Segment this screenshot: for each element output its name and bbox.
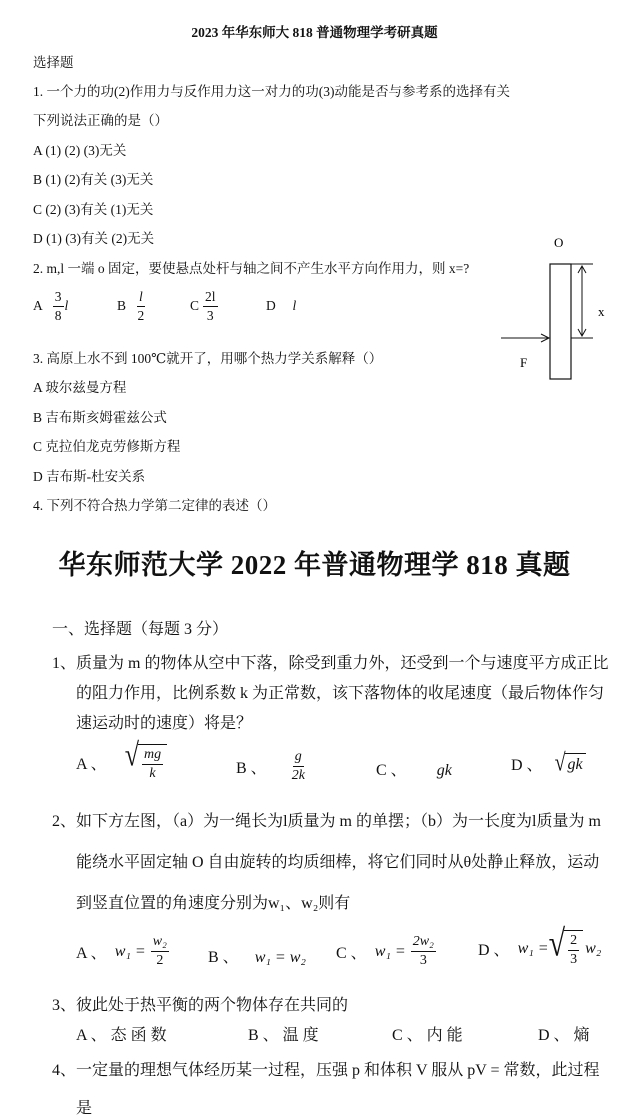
numerator: 2 xyxy=(568,934,579,951)
q2-2022-line3: 到竖直位置的角速度分别为w₁、w₂则有 xyxy=(76,895,351,912)
q1-2023-option-d: D (1) (3)有关 (2)无关 xyxy=(33,231,155,246)
numerator: 2w₂ xyxy=(411,935,436,952)
q3-2022-text: 3、彼此处于热平衡的两个物体存在共同的 xyxy=(52,997,349,1014)
numerator: w₂ xyxy=(151,935,169,952)
section-heading-2023: 选择题 xyxy=(33,55,74,70)
option-label: A xyxy=(33,298,43,313)
q2-2022-line1: 2、如下方左图，（a）为一绳长为l质量为 m 的单摆；（b）为一长度为l质量为 m xyxy=(52,813,601,830)
q1-2023-line2: 下列说法正确的是（） xyxy=(33,113,168,128)
denominator: 3 xyxy=(570,952,578,967)
option-label: C 、 xyxy=(336,945,367,962)
numerator: l xyxy=(137,290,145,307)
option-label: D xyxy=(266,298,276,313)
expression: w₁ = w₂ xyxy=(254,949,306,966)
q3-2023-text: 3. 高原上水不到 100℃就开了，用哪个热力学关系解释（） xyxy=(33,351,383,366)
rod xyxy=(550,264,571,379)
q4-2022-line1: 4、一定量的理想气体经历某一过程，压强 p 和体积 V 服从 pV = 常数，此过程 xyxy=(52,1062,600,1079)
fraction xyxy=(53,290,64,322)
lhs: w₁ = xyxy=(114,942,146,960)
q2-2022-option-c xyxy=(336,935,437,968)
q3-2022-option-a: A 、 态 函 数 xyxy=(76,1027,167,1044)
radical-icon: √ xyxy=(548,922,566,965)
fraction xyxy=(137,290,145,322)
q2-2023-option-b xyxy=(117,290,146,322)
numerator: mg xyxy=(142,748,163,765)
option-label: B 、 xyxy=(208,949,239,966)
sqrt xyxy=(548,922,583,967)
variable: l xyxy=(292,298,297,313)
q2-2022-option-a xyxy=(76,935,170,968)
numerator: 3 xyxy=(53,290,64,307)
sqrt xyxy=(124,736,167,781)
fraction xyxy=(411,935,436,968)
denominator: 2 xyxy=(156,953,164,968)
q2-2023-option-a xyxy=(33,290,68,322)
fraction xyxy=(151,935,169,968)
label-x: x xyxy=(598,304,605,319)
title-2023: 2023 年华东师大 818 普通物理学考研真题 xyxy=(191,25,438,40)
sqrt xyxy=(554,749,586,777)
option-label: A 、 xyxy=(76,945,107,962)
q3-2023-option-d: D 吉布斯-杜安关系 xyxy=(33,469,146,484)
q1-2023-option-b: B (1) (2)有关 (3)无关 xyxy=(33,172,154,187)
option-label: A 、 xyxy=(76,756,107,773)
option-label: D 、 xyxy=(511,757,543,774)
q1-2022-option-c xyxy=(376,757,452,780)
q1-2022-line2: 的阻力作用，比例系数 k 为正常数，该下落物体的收尾速度（最后物体作匀 xyxy=(76,685,605,702)
tail: w₂ xyxy=(585,939,602,957)
option-label: C 、 xyxy=(376,762,407,779)
fraction xyxy=(203,290,218,322)
section-heading-2022: 一、选择题（每题 3 分） xyxy=(52,621,229,638)
fraction xyxy=(292,750,305,783)
denominator: 2 xyxy=(137,307,145,323)
label-o: O xyxy=(554,235,564,250)
q3-2023-option-b: B 吉布斯亥姆霍兹公式 xyxy=(33,410,167,425)
q1-2022-line1: 1、质量为 m 的物体从空中下落，除受到重力外，还受到一个与速度平方成正比 xyxy=(52,655,609,672)
radicand: gk xyxy=(565,753,586,774)
variable: l xyxy=(64,298,69,313)
q1-2022-option-a xyxy=(76,736,167,781)
rod-figure xyxy=(495,230,615,380)
q1-2023-option-a: A (1) (2) (3)无关 xyxy=(33,143,127,158)
q2-2023-option-d xyxy=(266,298,296,314)
fraction xyxy=(142,748,163,781)
q1-2022-option-b xyxy=(236,750,306,783)
expression: gk xyxy=(436,762,452,779)
q2-2022-line2: 能绕水平固定轴 O 自由旋转的均质细棒，将它们同时从θ处静止释放，运动 xyxy=(76,854,600,871)
radical-icon: √ xyxy=(124,736,139,774)
q3-2022-option-b: B 、 温 度 xyxy=(248,1027,319,1044)
q1-2023-option-c: C (2) (3)有关 (1)无关 xyxy=(33,202,154,217)
radicand xyxy=(564,930,583,967)
q2-2023-text: 2. m,l 一端 o 固定，要使悬点处杆与轴之间不产生水平方向作用力，则 x=? xyxy=(33,261,470,276)
denominator: 3 xyxy=(419,953,427,968)
option-label: B xyxy=(117,298,127,313)
option-label: B 、 xyxy=(236,760,267,777)
denominator: 3 xyxy=(206,307,214,323)
numerator: 2l xyxy=(203,290,218,307)
q3-2023-option-a: A 玻尔兹曼方程 xyxy=(33,380,127,395)
radicand xyxy=(138,744,167,781)
title-2022: 华东师范大学 2022 年普通物理学 818 真题 xyxy=(58,550,571,580)
radical-icon: √ xyxy=(554,749,566,777)
option-label: C xyxy=(190,298,200,313)
option-label: D 、 xyxy=(478,942,510,959)
denominator: 8 xyxy=(54,307,62,323)
q4-2022-line2: 是 xyxy=(76,1100,93,1117)
denominator: k xyxy=(149,766,156,781)
q1-2023-line1: 1. 一个力的功(2)作用力与反作用力这一对力的功(3)动能是否与参考系的选择有关 xyxy=(33,84,510,99)
fraction xyxy=(568,934,579,967)
q3-2022-option-d: D 、 熵 xyxy=(538,1027,590,1044)
denominator: 2k xyxy=(291,768,305,783)
q4-2023-text: 4. 下列不符合热力学第二定律的表述（） xyxy=(33,498,276,513)
q2-2022-option-b xyxy=(208,944,306,967)
numerator: g xyxy=(293,750,304,767)
q3-2022-option-c: C 、 内 能 xyxy=(392,1027,463,1044)
q2-2022-option-d xyxy=(478,922,602,967)
q2-2023-option-c xyxy=(190,290,219,322)
lhs: w₁ = xyxy=(374,942,406,960)
label-f: F xyxy=(520,355,528,370)
q1-2022-option-d xyxy=(511,749,586,777)
q1-2022-line3: 速运动时的速度）将是？ xyxy=(76,715,253,732)
q3-2023-option-c: C 克拉伯龙克劳修斯方程 xyxy=(33,439,181,454)
lhs: w₁ = xyxy=(517,939,549,957)
